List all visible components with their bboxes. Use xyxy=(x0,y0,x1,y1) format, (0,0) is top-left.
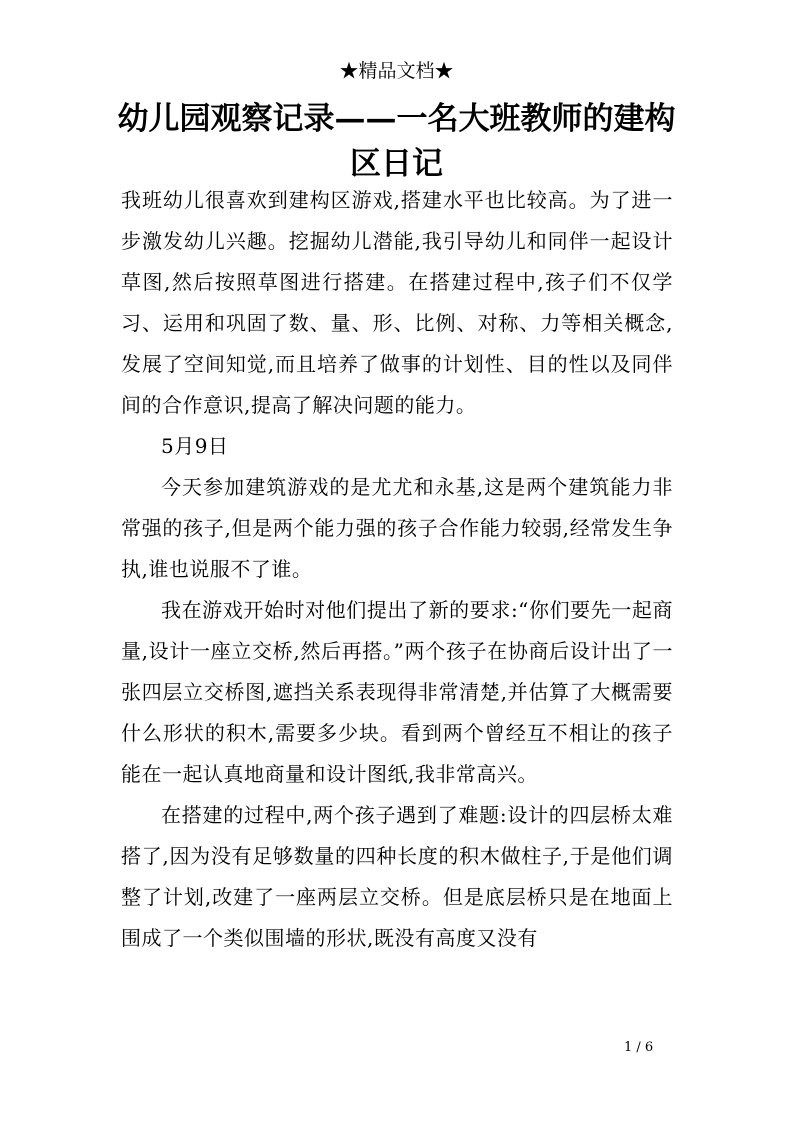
intro-paragraph: 我班幼儿很喜欢到建构区游戏,搭建水平也比较高。为了进一步激发幼儿兴趣。挖掘幼儿潜能,我引导幼儿和同伴一起设计草图,然后按照草图进行搭建。在搭建过程中,孩子们不仅学习、运用和巩固了数、量、形、比例、对称、力等相关概念,发展了空间知觉,而且培养了做事的计划性、目的性以及同伴间的合作意识,提高了解决问题的能力。 xyxy=(121,188,673,417)
document-title xyxy=(100,97,693,187)
document-body xyxy=(121,180,673,959)
title-line-1: 幼儿园观察记录——一名大班教师的建构 xyxy=(117,101,676,137)
page-number: 1 / 6 xyxy=(624,1040,654,1055)
title-line-2: 区日记 xyxy=(350,146,443,182)
document-header-mark: ★精品文档★ xyxy=(339,60,454,82)
body-paragraph: 在搭建的过程中,两个孩子遇到了难题:设计的四层桥太难搭了,因为没有足够数量的四种长度的积木做柱子,于是他们调整了计划,改建了一座两层立交桥。但是底层桥只是在地面上围成了一个类似围墙的形状,既没有高度又没有 xyxy=(121,803,673,950)
body-paragraph: 我在游戏开始时对他们提出了新的要求:“你们要先一起商量,设计一座立交桥,然后再搭。”两个孩子在协商后设计出了一张四层立交桥图,遮挡关系表现得非常清楚,并估算了大概需要什么形状的积木,需要多少块。看到两个曾经互不相让的孩子能在一起认真地商量和设计图纸,我非常高兴。 xyxy=(121,598,673,786)
body-paragraph: 今天参加建筑游戏的是尤尤和永基,这是两个建筑能力非常强的孩子,但是两个能力强的孩子合作能力较弱,经常发生争执,谁也说服不了谁。 xyxy=(121,475,673,581)
date-line: 5月9日 xyxy=(161,434,229,458)
